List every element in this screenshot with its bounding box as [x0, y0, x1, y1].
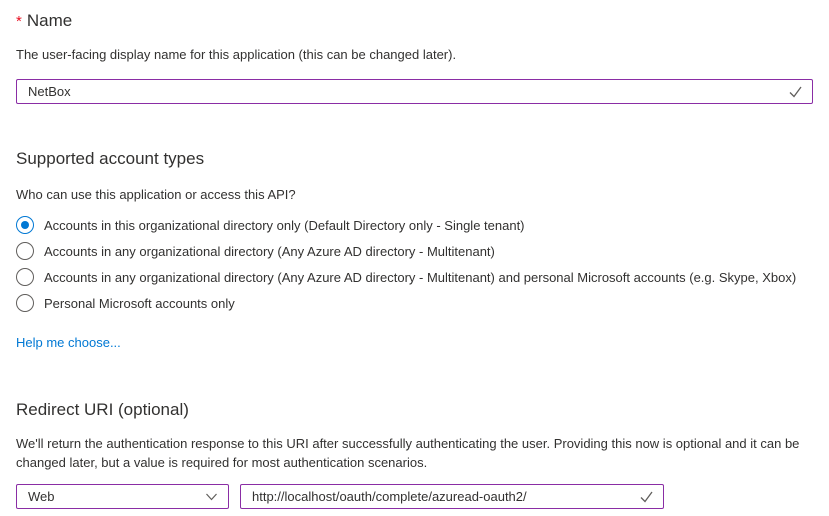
account-types-heading: Supported account types [16, 149, 205, 168]
radio-button-icon[interactable] [16, 216, 34, 234]
radio-button-icon[interactable] [16, 294, 34, 312]
radio-option-label: Accounts in any organizational directory (Any Azure AD directory - Multitenant) [44, 243, 495, 259]
name-input-container [16, 79, 813, 104]
platform-select[interactable] [16, 484, 229, 509]
required-asterisk: * [16, 13, 22, 30]
chevron-down-icon [204, 489, 219, 504]
redirect-uri-heading: Redirect URI (optional) [16, 400, 189, 419]
redirect-uri-input[interactable] [241, 485, 639, 508]
radio-option-label: Accounts in any organizational directory (Any Azure AD directory - Multitenant) and personal Microsoft accounts (e.g. Skype, Xbox) [44, 269, 797, 285]
redirect-uri-row [16, 484, 813, 509]
account-types-radio-group [16, 212, 813, 316]
name-section-heading [16, 0, 813, 33]
checkmark-icon [639, 489, 663, 504]
checkmark-icon [788, 84, 812, 99]
name-input[interactable] [17, 80, 788, 103]
redirect-uri-description: We'll return the authentication response to this URI after successfully authenticating the user. Providing this now is optional and it can be changed later, but a value is required for most authentication scenarios. [16, 436, 800, 470]
radio-option-label: Accounts in this organizational directory only (Default Directory only - Single tenant) [44, 217, 525, 233]
radio-button-icon[interactable] [16, 242, 34, 260]
radio-button-icon[interactable] [16, 268, 34, 286]
help-me-choose-link[interactable]: Help me choose... [16, 335, 121, 350]
radio-option-multitenant[interactable] [16, 238, 813, 264]
account-types-question: Who can use this application or access this API? [16, 187, 296, 202]
redirect-uri-input-container [240, 484, 664, 509]
radio-option-multitenant-personal[interactable] [16, 264, 813, 290]
radio-option-single-tenant[interactable] [16, 212, 813, 238]
platform-select-value: Web [28, 489, 55, 504]
name-description: The user-facing display name for this application (this can be changed later). [16, 47, 457, 62]
radio-option-label: Personal Microsoft accounts only [44, 295, 235, 311]
name-label: Name [26, 11, 73, 30]
radio-option-personal-only[interactable] [16, 290, 813, 316]
